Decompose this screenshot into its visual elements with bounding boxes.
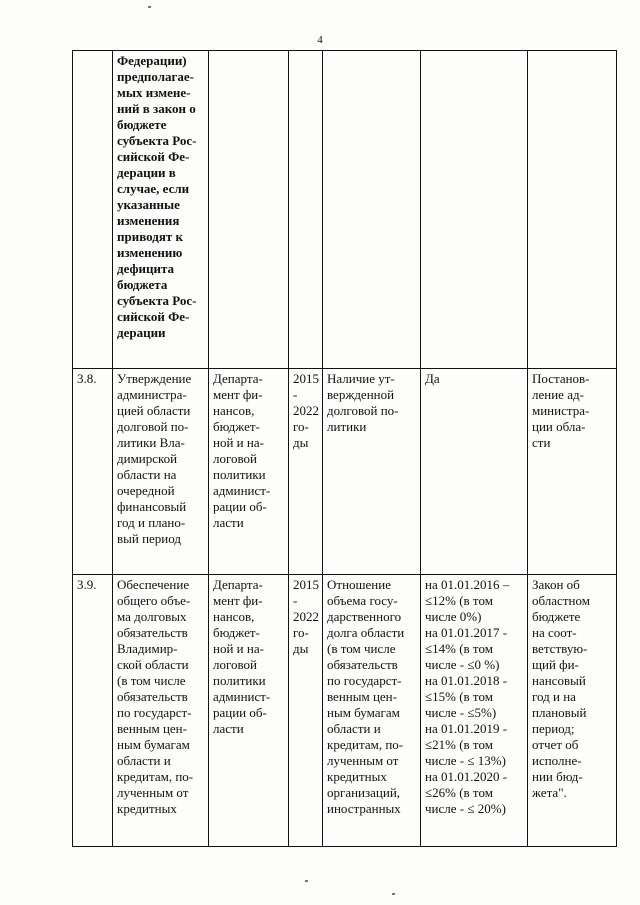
- document-table: [72, 50, 617, 847]
- result-cell: [528, 51, 617, 369]
- row-number-cell: 3.9.: [73, 575, 113, 847]
- measure-name-cell: Федерации) предполагае- мых измене- ний в закон о бюджете субъекта Рос- сийской Фе- дерации в случае, если указанные изменения приводят к изменению дефицита бюджета субъекта Рос- сийской Фе- дерации: [113, 51, 209, 369]
- indicator-cell: Наличие ут- вержденной долговой по- литики: [323, 369, 421, 575]
- scan-speck: [148, 6, 151, 8]
- indicator-cell: [323, 51, 421, 369]
- period-cell: 2015 - 2022 го- ды: [289, 369, 323, 575]
- scan-speck: [392, 893, 395, 895]
- result-cell: Постанов- ление ад- министра- ции обла- сти: [528, 369, 617, 575]
- executor-cell: [209, 51, 289, 369]
- indicator-cell: Отношение объема госу- дарственного долга области (в том числе обязательств по государст- венным цен- ным бумагам области и кредитам, по- лученным от кредитных организаций, иностранных: [323, 575, 421, 847]
- target-value-cell: Да: [421, 369, 528, 575]
- table-row: [73, 369, 617, 575]
- row-number-cell: [73, 51, 113, 369]
- executor-cell: Департа- мент фи- нансов, бюджет- ной и на- логовой политики админист- рации об- ласти: [209, 575, 289, 847]
- target-value-cell: [421, 51, 528, 369]
- row-number-cell: 3.8.: [73, 369, 113, 575]
- period-cell: [289, 51, 323, 369]
- page-number: 4: [317, 34, 323, 46]
- result-cell: Закон об областном бюджете на соот- ветствую- щий фи- нансовый год и на плановый период; отчет об исполне- нии бюд- жета".: [528, 575, 617, 847]
- target-value-cell: на 01.01.2016 – ≤12% (в том числе 0%) на 01.01.2017 - ≤14% (в том числе - ≤0 %) на 01.01.2018 - ≤15% (в том числе - ≤5%) на 01.01.2019 - ≤21% (в том числе - ≤ 13%) на 01.01.2020 - ≤26% (в том числе - ≤ 20%): [421, 575, 528, 847]
- table-row: [73, 575, 617, 847]
- measure-name-cell: Обеспечение общего объе- ма долговых обязательств Владимир- ской области (в том числе обязательств по государст- венным цен- ным бумагам области и кредитам, по- лученным от кредитных: [113, 575, 209, 847]
- table-row: [73, 51, 617, 369]
- scan-speck: [305, 880, 308, 882]
- period-cell: 2015 - 2022 го- ды: [289, 575, 323, 847]
- measure-name-cell: Утверждение администра- цией области долговой по- литики Вла- димирской области на очередной финансовый год и плано- вый период: [113, 369, 209, 575]
- executor-cell: Департа- мент фи- нансов, бюджет- ной и на- логовой политики админист- рации об- ласти: [209, 369, 289, 575]
